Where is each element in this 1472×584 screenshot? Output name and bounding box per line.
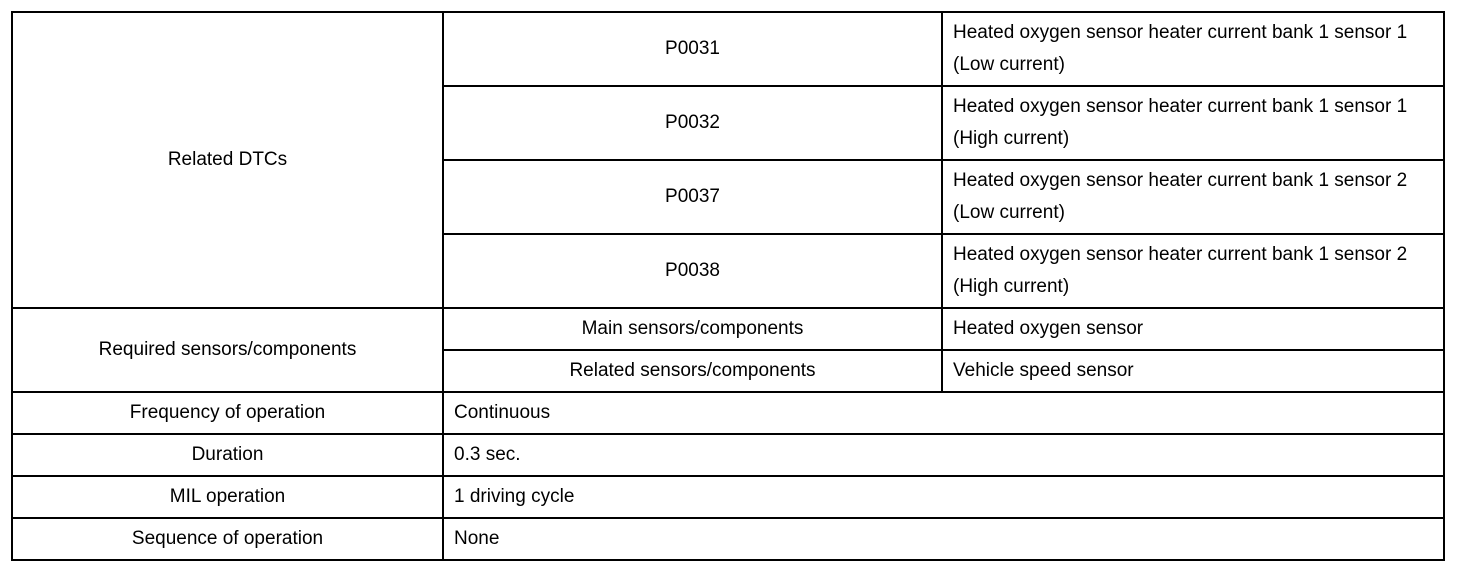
- table-row: [12, 12, 1444, 86]
- main-sensors-value: Heated oxygen sensor: [942, 308, 1444, 350]
- table-row: [12, 392, 1444, 434]
- dtc-code: P0038: [443, 234, 942, 308]
- dtc-code: P0037: [443, 160, 942, 234]
- frequency-label: Frequency of operation: [12, 392, 443, 434]
- sequence-label: Sequence of operation: [12, 518, 443, 560]
- dtc-description: Heated oxygen sensor heater current bank 1 sensor 2 (Low current): [942, 160, 1444, 234]
- mil-operation-label: MIL operation: [12, 476, 443, 518]
- dtc-spec-table: [11, 11, 1445, 561]
- dtc-description: Heated oxygen sensor heater current bank 1 sensor 1 (Low current): [942, 12, 1444, 86]
- table-row: [12, 308, 1444, 350]
- main-sensors-label: Main sensors/components: [443, 308, 942, 350]
- frequency-value: Continuous: [443, 392, 1444, 434]
- related-sensors-value: Vehicle speed sensor: [942, 350, 1444, 392]
- table-row: [12, 434, 1444, 476]
- related-sensors-label: Related sensors/components: [443, 350, 942, 392]
- table-row: [12, 476, 1444, 518]
- table-row: [12, 518, 1444, 560]
- duration-label: Duration: [12, 434, 443, 476]
- mil-operation-value: 1 driving cycle: [443, 476, 1444, 518]
- dtc-description: Heated oxygen sensor heater current bank 1 sensor 2 (High current): [942, 234, 1444, 308]
- dtc-code: P0032: [443, 86, 942, 160]
- related-dtcs-label: Related DTCs: [12, 12, 443, 308]
- required-sensors-label: Required sensors/components: [12, 308, 443, 392]
- sequence-value: None: [443, 518, 1444, 560]
- duration-value: 0.3 sec.: [443, 434, 1444, 476]
- dtc-code: P0031: [443, 12, 942, 86]
- dtc-description: Heated oxygen sensor heater current bank 1 sensor 1 (High current): [942, 86, 1444, 160]
